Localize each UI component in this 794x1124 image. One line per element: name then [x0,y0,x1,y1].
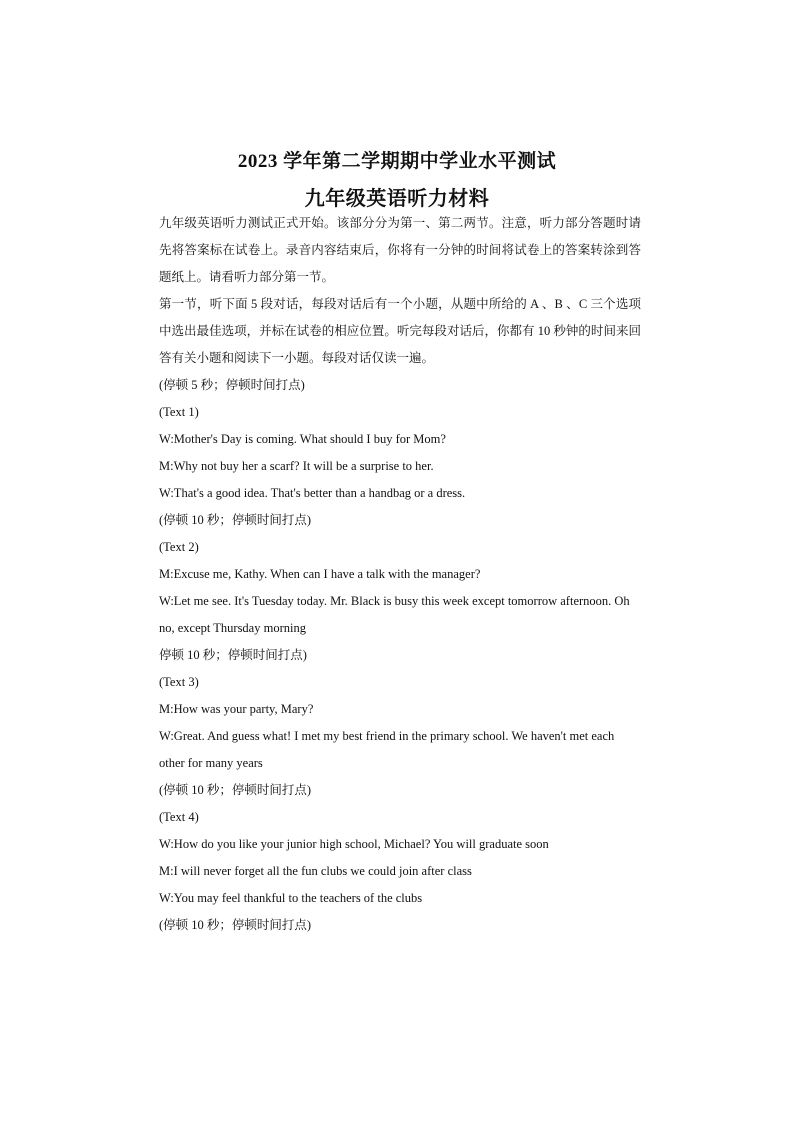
pause-note: 停顿 10 秒；停顿时间打点) [159,648,307,662]
pause-note: (停顿 10 秒；停顿时间打点) [159,918,312,932]
dialogue-line: M:How was your party, Mary? [159,702,314,716]
pause-note: (停顿 10 秒；停顿时间打点) [159,513,312,527]
dialogue-line: W:Mother's Day is coming. What should I buy for Mom? [159,432,446,446]
document-body [159,210,641,939]
text4-label: (Text 4) [159,810,199,824]
document-subtitle: 九年级英语听力材料 [304,188,490,210]
text1-label: (Text 1) [159,405,199,419]
dialogue-line: W:Let me see. It's Tuesday today. Mr. Black is busy this week except tomorrow afternoon. Oh no, except Thursday morning [159,594,630,635]
dialogue-line: W:How do you like your junior high school, Michael? You will graduate soon [159,837,549,851]
document-title: 2023 学年第二学期期中学业水平测试 [237,151,557,172]
text3-label: (Text 3) [159,675,199,689]
dialogue-line: W:Great. And guess what! I met my best friend in the primary school. We haven't met each other for many years [159,729,615,770]
pause-note: (停顿 5 秒；停顿时间打点) [159,378,305,392]
dialogue-line: W:You may feel thankful to the teachers of the clubs [159,891,423,905]
section1-instructions: 第一节，听下面 5 段对话，每段对话后有一个小题，从题中所给的 A 、B 、C 三个选项中选出最佳选项，并标在试卷的相应位置。听完每段对话后，你都有 10 秒钟的时间来回答有关小题和阅读下一小题。每段对话仅读一遍。 [159,297,641,365]
dialogue-line: M:I will never forget all the fun clubs we could join after class [159,864,472,878]
dialogue-line: W:That's a good idea. That's better than a handbag or a dress. [159,486,466,500]
dialogue-line: M:Why not buy her a scarf? It will be a surprise to her. [159,459,434,473]
dialogue-line: M:Excuse me, Kathy. When can I have a talk with the manager? [159,567,481,581]
pause-note: (停顿 10 秒；停顿时间打点) [159,783,312,797]
text2-label: (Text 2) [159,540,199,554]
intro-paragraph: 九年级英语听力测试正式开始。该部分分为第一、第二两节。注意，听力部分答题时请 先将答案标在试卷上。录音内容结束后，你将有一分钟的时间将试卷上的答案转涂到答题纸上。请看听力部分第一节。 [159,216,641,284]
